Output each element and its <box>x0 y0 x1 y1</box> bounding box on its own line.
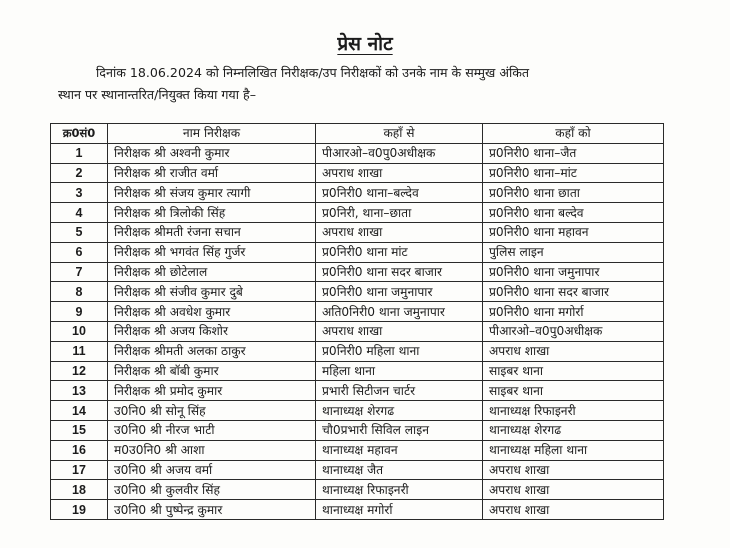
table-row <box>51 203 664 223</box>
intro-line-1-text: दिनांक 18.06.2024 को निम्नलिखित निरीक्षक/उप निरीक्षकों को उनके नाम के सम्मुख अंकित <box>96 65 530 80</box>
table-row <box>51 163 664 183</box>
table-row <box>51 460 664 480</box>
to-cell: प्र0निरी0 थाना मगोर्रा <box>483 302 664 322</box>
to-cell: साइबर थाना <box>483 381 664 401</box>
table-row <box>51 420 664 440</box>
name-cell: निरीक्षक श्रीमती अलका ठाकुर <box>108 341 316 361</box>
table-row <box>51 341 664 361</box>
from-cell: प्र0निरी0 थाना जमुनापार <box>316 282 483 302</box>
from-cell: अति0निरी0 थाना जमुनापार <box>316 302 483 322</box>
name-cell: निरीक्षक श्री संजय कुमार त्यागी <box>108 183 316 203</box>
name-cell: उ0नि0 श्री पुष्पेन्द्र कुमार <box>108 500 316 520</box>
from-cell: महिला थाना <box>316 361 483 381</box>
header-to: कहाँ को <box>483 124 664 144</box>
name-cell: निरीक्षक श्री अश्वनी कुमार <box>108 143 316 163</box>
to-cell: साइबर थाना <box>483 361 664 381</box>
serial-number-cell: 10 <box>51 321 108 341</box>
serial-number-cell: 13 <box>51 381 108 401</box>
name-cell: निरीक्षक श्री बॉबी कुमार <box>108 361 316 381</box>
from-cell: अपराध शाखा <box>316 321 483 341</box>
name-cell: उ0नि0 श्री नीरज भाटी <box>108 420 316 440</box>
to-cell: प्र0निरी0 थाना महावन <box>483 222 664 242</box>
serial-number-cell: 16 <box>51 440 108 460</box>
intro-line-1 <box>58 62 658 84</box>
to-cell: प्र0निरी0 थाना छाता <box>483 183 664 203</box>
table-row <box>51 321 664 341</box>
serial-number-cell: 18 <box>51 480 108 500</box>
name-cell: निरीक्षक श्री अजय किशोर <box>108 321 316 341</box>
name-cell: निरीक्षक श्री प्रमोद कुमार <box>108 381 316 401</box>
to-cell: थानाध्यक्ष रिफाइनरी <box>483 401 664 421</box>
to-cell: थानाध्यक्ष शेरगढ <box>483 420 664 440</box>
to-cell: प्र0निरी0 थाना–जैत <box>483 143 664 163</box>
table-row <box>51 381 664 401</box>
from-cell: थानाध्यक्ष रिफाइनरी <box>316 480 483 500</box>
from-cell: अपराध शाखा <box>316 163 483 183</box>
name-cell: निरीक्षक श्री भगवंत सिंह गुर्जर <box>108 242 316 262</box>
to-cell: अपराध शाखा <box>483 480 664 500</box>
table-row <box>51 183 664 203</box>
serial-number-cell: 15 <box>51 420 108 440</box>
table-header-row <box>51 124 664 144</box>
table-row <box>51 480 664 500</box>
serial-number-cell: 11 <box>51 341 108 361</box>
to-cell: अपराध शाखा <box>483 341 664 361</box>
header-inspector-name: नाम निरीक्षक <box>108 124 316 144</box>
serial-number-cell: 2 <box>51 163 108 183</box>
from-cell: थानाध्यक्ष जैत <box>316 460 483 480</box>
from-cell: थानाध्यक्ष मगोर्रा <box>316 500 483 520</box>
from-cell: प्र0निरी0 महिला थाना <box>316 341 483 361</box>
intro-line-2: स्थान पर स्थानान्तरित/नियुक्त किया गया है– <box>58 87 256 102</box>
table-row <box>51 282 664 302</box>
to-cell: प्र0निरी0 थाना जमुनापार <box>483 262 664 282</box>
name-cell: उ0नि0 श्री सोनू सिंह <box>108 401 316 421</box>
to-cell: प्र0निरी0 थाना सदर बाजार <box>483 282 664 302</box>
table-row <box>51 401 664 421</box>
name-cell: निरीक्षक श्री संजीव कुमार दुबे <box>108 282 316 302</box>
serial-number-cell: 19 <box>51 500 108 520</box>
serial-number-cell: 9 <box>51 302 108 322</box>
transfer-table <box>50 123 664 520</box>
serial-number-cell: 5 <box>51 222 108 242</box>
name-cell: उ0नि0 श्री कुलवीर सिंह <box>108 480 316 500</box>
name-cell: निरीक्षक श्री छोटेलाल <box>108 262 316 282</box>
serial-number-cell: 17 <box>51 460 108 480</box>
serial-number-cell: 3 <box>51 183 108 203</box>
name-cell: निरीक्षक श्री राजीत वर्मा <box>108 163 316 183</box>
from-cell: प्र0निरी0 थाना सदर बाजार <box>316 262 483 282</box>
header-serial-number: क्र0सं0 <box>51 124 108 144</box>
table-row <box>51 262 664 282</box>
table-row <box>51 361 664 381</box>
from-cell: थानाध्यक्ष महावन <box>316 440 483 460</box>
table-row <box>51 440 664 460</box>
from-cell: अपराध शाखा <box>316 222 483 242</box>
to-cell: थानाध्यक्ष महिला थाना <box>483 440 664 460</box>
from-cell: थानाध्यक्ष शेरगढ <box>316 401 483 421</box>
serial-number-cell: 4 <box>51 203 108 223</box>
from-cell: प्रभारी सिटीजन चार्टर <box>316 381 483 401</box>
table-row <box>51 302 664 322</box>
to-cell: प्र0निरी0 थाना बल्देव <box>483 203 664 223</box>
to-cell: पुलिस लाइन <box>483 242 664 262</box>
to-cell: अपराध शाखा <box>483 500 664 520</box>
serial-number-cell: 14 <box>51 401 108 421</box>
from-cell: पीआरओ–व0पु0अधीक्षक <box>316 143 483 163</box>
table-row <box>51 500 664 520</box>
name-cell: उ0नि0 श्री अजय वर्मा <box>108 460 316 480</box>
to-cell: पीआरओ–व0पु0अधीक्षक <box>483 321 664 341</box>
serial-number-cell: 6 <box>51 242 108 262</box>
page-title <box>0 30 730 56</box>
from-cell: चौ0प्रभारी सिविल लाइन <box>316 420 483 440</box>
from-cell: प्र0निरी0 थाना मांट <box>316 242 483 262</box>
table-row <box>51 143 664 163</box>
serial-number-cell: 1 <box>51 143 108 163</box>
name-cell: निरीक्षक श्री त्रिलोकी सिंह <box>108 203 316 223</box>
from-cell: प्र0निरी, थाना–छाता <box>316 203 483 223</box>
table-row <box>51 242 664 262</box>
to-cell: प्र0निरी0 थाना–मांट <box>483 163 664 183</box>
from-cell: प्र0निरी0 थाना–बल्देव <box>316 183 483 203</box>
serial-number-cell: 7 <box>51 262 108 282</box>
header-from: कहाँ से <box>316 124 483 144</box>
name-cell: निरीक्षक श्री अवधेश कुमार <box>108 302 316 322</box>
serial-number-cell: 8 <box>51 282 108 302</box>
table-row <box>51 222 664 242</box>
to-cell: अपराध शाखा <box>483 460 664 480</box>
intro-paragraph <box>58 62 658 106</box>
name-cell: निरीक्षक श्रीमती रंजना सचान <box>108 222 316 242</box>
title-text: प्रेस नोट <box>337 33 393 55</box>
serial-number-cell: 12 <box>51 361 108 381</box>
name-cell: म0उ0नि0 श्री आशा <box>108 440 316 460</box>
